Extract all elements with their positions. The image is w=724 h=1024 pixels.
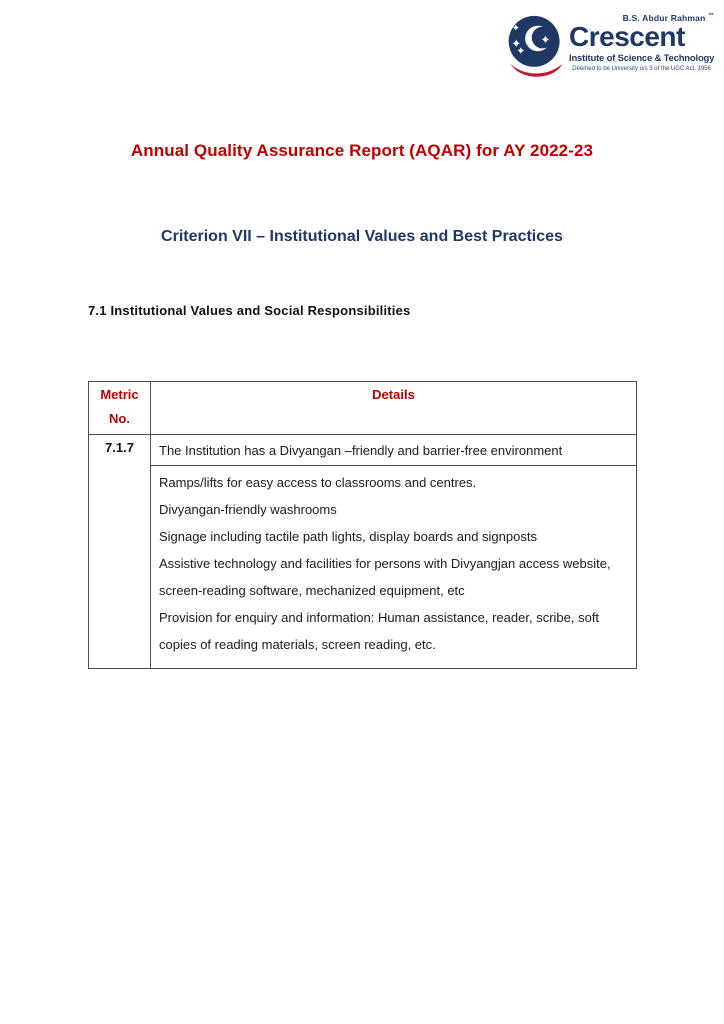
details-title-cell: The Institution has a Divyangan –friendly and barrier-free environment (151, 435, 637, 466)
logo-wordmark (569, 13, 714, 72)
table-header-row (89, 382, 637, 435)
header-details: Details (151, 382, 637, 435)
details-line: Divyangan-friendly washrooms (159, 502, 337, 517)
table-row (89, 466, 637, 669)
institution-logo (503, 13, 715, 81)
details-line: Provision for enquiry and information: Human assistance, reader, scribe, soft copies of reading materials, screen reading, etc. (159, 610, 600, 652)
criterion-heading: Criterion VII – Institutional Values and Best Practices (161, 228, 563, 245)
logo-deemed-university-line: Deemed to be University u/s 3 of the UGC Act, 1956 (572, 65, 711, 72)
page-title: Annual Quality Assurance Report (AQAR) for AY 2022-23 (130, 141, 594, 160)
tm-symbol: ™ (708, 13, 715, 20)
details-line: Assistive technology and facilities for persons with Divyangjan access website, screen-reading software, mechanized equipment, etc (159, 556, 611, 598)
details-line: Ramps/lifts for easy access to classrooms and centres. (159, 475, 477, 490)
details-line: Signage including tactile path lights, display boards and signposts (159, 529, 537, 544)
logo-tagline: Institute of Science & Technology (569, 52, 715, 64)
crescent-moon-and-stars-emblem-icon (503, 13, 569, 81)
logo-trademark-name: B.S. Abdur Rahman ™ (622, 13, 715, 23)
details-body-cell (151, 466, 637, 669)
metrics-table (88, 381, 637, 669)
section-heading: 7.1 Institutional Values and Social Responsibilities (88, 303, 411, 318)
logo-brand-text: Crescent (569, 21, 685, 52)
header-metric-no: Metric No. (89, 382, 151, 435)
table-row (89, 435, 637, 466)
metric-number-cell: 7.1.7 (89, 435, 151, 669)
